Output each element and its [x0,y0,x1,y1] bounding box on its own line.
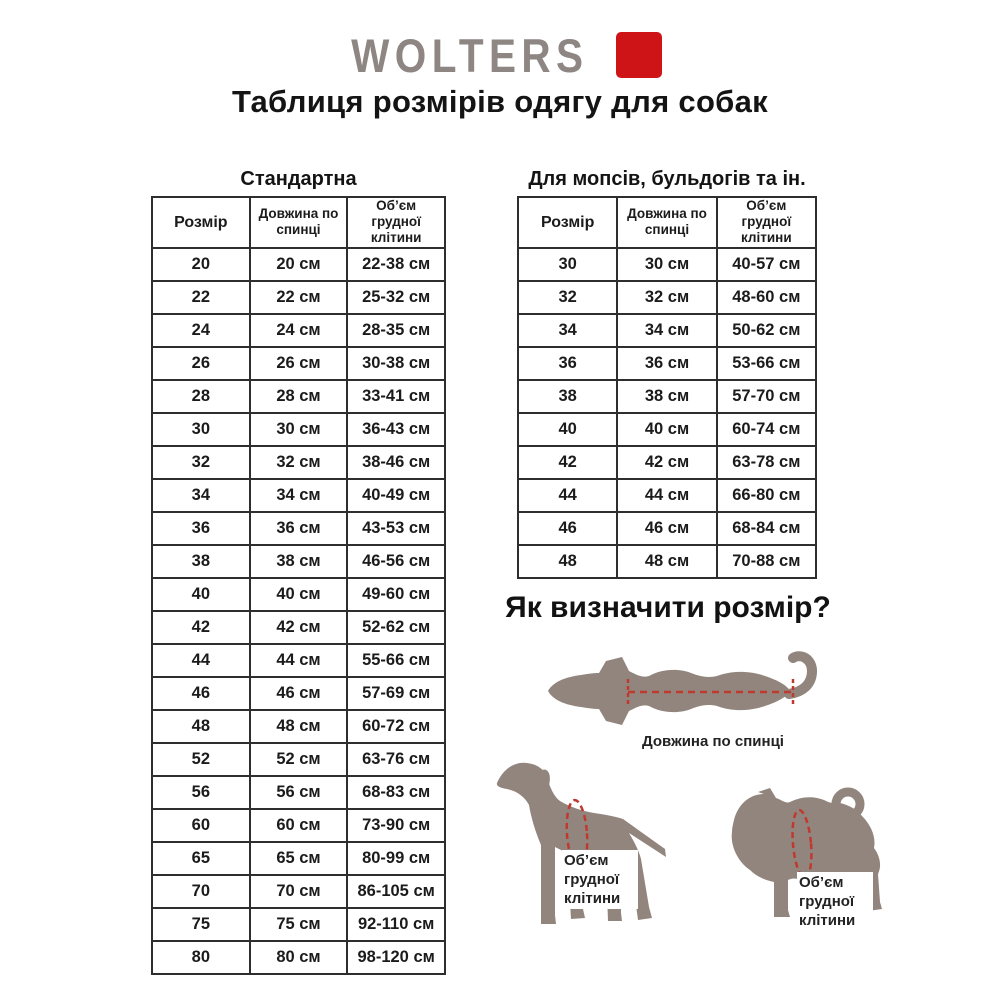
table-cell: 38 см [250,545,348,578]
table-row [152,413,445,446]
table-row [152,347,445,380]
table-cell: 48 см [250,710,348,743]
table-cell: 38-46 см [347,446,445,479]
table-cell: 48 [518,545,617,578]
table-row [152,281,445,314]
table-cell: 70-88 см [717,545,816,578]
table-row [152,776,445,809]
table-cell: 55-66 см [347,644,445,677]
back-length-label: Довжина по спинці [642,733,784,750]
table-cell: 20 [152,248,250,281]
table-row [152,446,445,479]
table-cell: 36 [518,347,617,380]
column-header: Об’єм грудної клітини [347,197,445,248]
table-cell: 66-80 см [717,479,816,512]
table-row [152,512,445,545]
table-cell: 26 [152,347,250,380]
table-row [152,314,445,347]
table-cell: 50-62 см [717,314,816,347]
table-cell: 60 [152,809,250,842]
table-cell: 68-83 см [347,776,445,809]
table-cell: 75 [152,908,250,941]
table-cell: 28-35 см [347,314,445,347]
table-row [152,578,445,611]
table-cell: 25-32 см [347,281,445,314]
table-row [152,908,445,941]
table-cell: 36-43 см [347,413,445,446]
table-row [152,248,445,281]
table-cell: 70 см [250,875,348,908]
table-cell: 56 [152,776,250,809]
table-row [518,512,816,545]
table-cell: 48-60 см [717,281,816,314]
table-row [518,314,816,347]
table-cell: 70 [152,875,250,908]
table-cell: 48 [152,710,250,743]
standard-table-heading: Стандартна [240,168,357,190]
table-cell: 32 см [617,281,716,314]
table-cell: 46 см [617,512,716,545]
table-row [518,545,816,578]
table-cell: 24 [152,314,250,347]
table-cell: 60-74 см [717,413,816,446]
table-cell: 75 см [250,908,348,941]
standard-size-table [151,196,446,975]
table-cell: 24 см [250,314,348,347]
table-cell: 60 см [250,809,348,842]
table-row [152,875,445,908]
table-cell: 30-38 см [347,347,445,380]
table-cell: 32 [152,446,250,479]
chest-girth-label-1: Об’єм грудної клітини [562,850,638,909]
table-cell: 44 см [617,479,716,512]
column-header: Розмір [518,197,617,248]
table-cell: 38 см [617,380,716,413]
column-header: Об’єм грудної клітини [717,197,816,248]
table-cell: 32 см [250,446,348,479]
table-cell: 34 см [250,479,348,512]
table-cell: 68-84 см [717,512,816,545]
table-cell: 65 см [250,842,348,875]
table-cell: 38 [152,545,250,578]
table-row [518,248,816,281]
table-cell: 28 [152,380,250,413]
column-header: Довжина по спинці [617,197,716,248]
table-row [518,281,816,314]
table-cell: 52-62 см [347,611,445,644]
table-cell: 52 [152,743,250,776]
chest-girth-label-2: Об’єм грудної клітини [797,872,873,931]
table-cell: 49-60 см [347,578,445,611]
table-cell: 40-49 см [347,479,445,512]
table-row [518,347,816,380]
table-cell: 46 [518,512,617,545]
table-cell: 46 [152,677,250,710]
table-row [152,479,445,512]
table-row [152,941,445,974]
table-cell: 22 см [250,281,348,314]
table-cell: 73-90 см [347,809,445,842]
table-cell: 65 [152,842,250,875]
table-cell: 30 [518,248,617,281]
column-header: Розмір [152,197,250,248]
table-cell: 42 см [250,611,348,644]
table-row [152,710,445,743]
table-cell: 80 [152,941,250,974]
table-header-row [518,197,816,248]
table-cell: 40 [152,578,250,611]
pugs-table-heading: Для мопсів, бульдогів та ін. [528,168,806,190]
table-cell: 30 см [617,248,716,281]
table-cell: 36 см [250,512,348,545]
table-cell: 36 [152,512,250,545]
logo-text: WOLTERS [350,27,589,83]
table-cell: 43-53 см [347,512,445,545]
table-cell: 33-41 см [347,380,445,413]
table-cell: 40 см [250,578,348,611]
table-row [518,479,816,512]
column-header: Довжина по спинці [250,197,348,248]
table-cell: 28 см [250,380,348,413]
table-row [152,809,445,842]
table-cell: 44 [518,479,617,512]
table-cell: 60-72 см [347,710,445,743]
table-cell: 38 [518,380,617,413]
table-row [518,380,816,413]
table-header-row [152,197,445,248]
table-cell: 98-120 см [347,941,445,974]
table-cell: 63-78 см [717,446,816,479]
table-cell: 32 [518,281,617,314]
page-title: Таблиця розмірів одягу для собак [232,84,768,119]
table-cell: 63-76 см [347,743,445,776]
table-cell: 44 [152,644,250,677]
pugs-size-table [517,196,817,579]
table-row [152,677,445,710]
table-cell: 44 см [250,644,348,677]
table-cell: 36 см [617,347,716,380]
table-cell: 48 см [617,545,716,578]
table-row [152,644,445,677]
table-cell: 42 см [617,446,716,479]
table-cell: 34 [518,314,617,347]
table-cell: 22-38 см [347,248,445,281]
table-cell: 53-66 см [717,347,816,380]
table-cell: 57-69 см [347,677,445,710]
table-row [152,545,445,578]
table-cell: 26 см [250,347,348,380]
table-row [152,842,445,875]
table-row [152,380,445,413]
table-cell: 92-110 см [347,908,445,941]
table-row [152,743,445,776]
measure-guide-heading: Як визначити розмір? [505,591,831,624]
table-cell: 46-56 см [347,545,445,578]
table-cell: 86-105 см [347,875,445,908]
table-cell: 42 [518,446,617,479]
wolters-logo [0,27,1000,83]
table-cell: 40 [518,413,617,446]
table-cell: 52 см [250,743,348,776]
table-cell: 42 [152,611,250,644]
dog-top-view-silhouette [543,648,821,734]
table-row [152,611,445,644]
table-cell: 22 [152,281,250,314]
table-cell: 20 см [250,248,348,281]
table-cell: 80-99 см [347,842,445,875]
table-cell: 46 см [250,677,348,710]
table-cell: 40 см [617,413,716,446]
table-cell: 34 [152,479,250,512]
table-cell: 30 [152,413,250,446]
table-cell: 30 см [250,413,348,446]
table-cell: 80 см [250,941,348,974]
table-cell: 34 см [617,314,716,347]
logo-red-square [616,32,662,78]
table-row [518,446,816,479]
table-cell: 57-70 см [717,380,816,413]
table-cell: 56 см [250,776,348,809]
table-cell: 40-57 см [717,248,816,281]
table-row [518,413,816,446]
